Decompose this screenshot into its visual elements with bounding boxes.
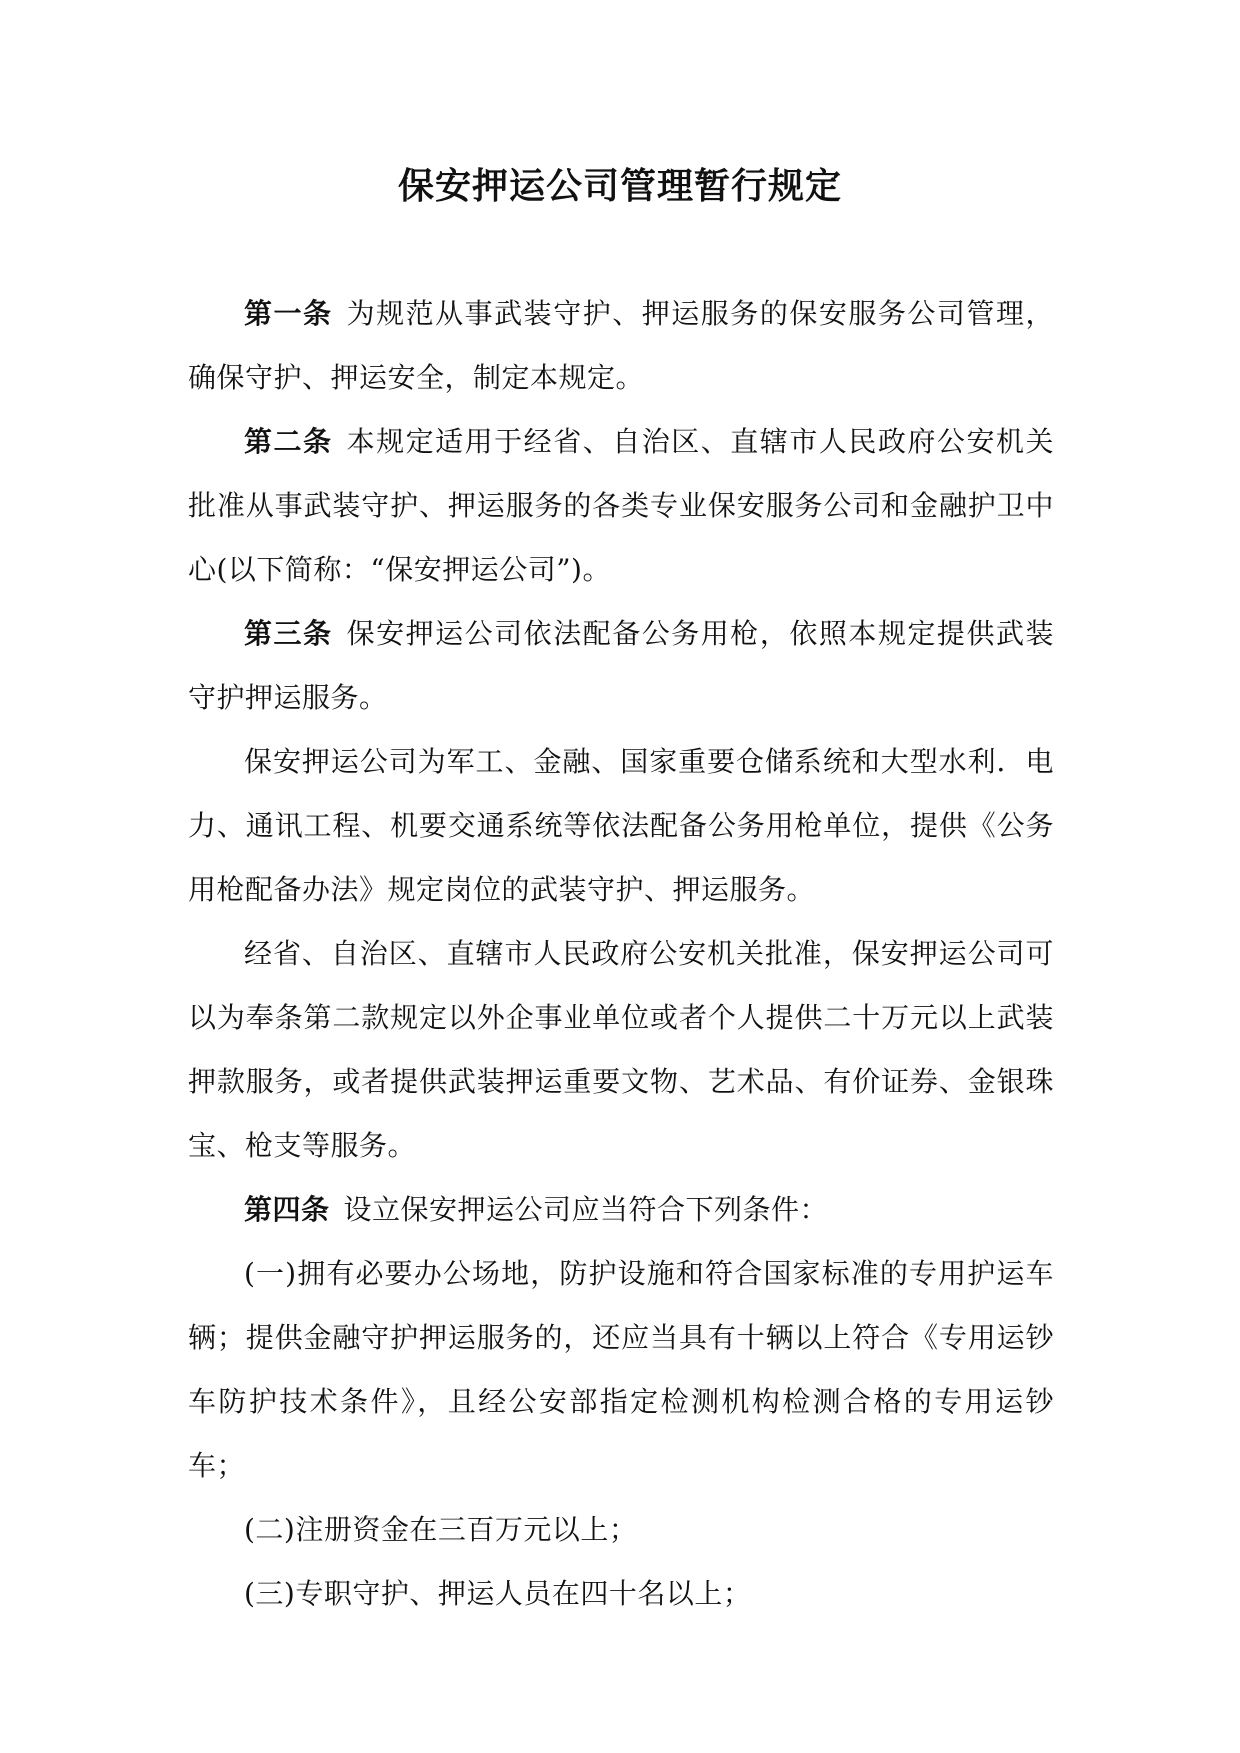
article-heading: 第四条 — [244, 1193, 330, 1226]
article-4-item-3 — [188, 1562, 1054, 1626]
article-3-clause-3 — [188, 922, 1054, 1178]
item-text: (三)专职守护、押运人员在四十名以上； — [244, 1577, 752, 1610]
article-4 — [188, 1178, 1054, 1242]
article-text: 为规范从事武装守护、押运服务的保安服务公司管理，确保守护、押运安全，制定本规定。 — [188, 297, 1054, 394]
article-2 — [188, 410, 1054, 602]
article-heading: 第一条 — [244, 297, 333, 330]
document-body — [188, 282, 1054, 1626]
article-text: 本规定适用于经省、自治区、直辖市人民政府公安机关批准从事武装守护、押运服务的各类专业保安服务公司和金融护卫中心(以下简称：“保安押运公司”)。 — [188, 425, 1054, 586]
item-text: (一)拥有必要办公场地，防护设施和符合国家标准的专用护运车辆；提供金融守护押运服务的，还应当具有十辆以上符合《专用运钞车防护技术条件》，且经公安部指定检测机构检测合格的专用运钞车； — [188, 1257, 1054, 1482]
article-4-item-1 — [188, 1242, 1054, 1498]
article-heading: 第三条 — [244, 617, 333, 650]
item-text: (二)注册资金在三百万元以上； — [244, 1513, 638, 1546]
article-1 — [188, 282, 1054, 410]
document-title: 保安押运公司管理暂行规定 — [397, 166, 842, 207]
clause-text: 经省、自治区、直辖市人民政府公安机关批准，保安押运公司可以为奉条第二款规定以外企事业单位或者个人提供二十万元以上武装押款服务，或者提供武装押运重要文物、艺术品、有价证券、金银珠宝、枪支等服务。 — [188, 937, 1054, 1162]
article-text: 保安押运公司依法配备公务用枪，依照本规定提供武装守护押运服务。 — [188, 617, 1054, 714]
article-4-item-2 — [188, 1498, 1054, 1562]
article-heading: 第二条 — [244, 425, 333, 458]
article-3-clause-2 — [188, 730, 1054, 922]
article-text: 设立保安押运公司应当符合下列条件： — [343, 1193, 829, 1226]
clause-text: 保安押运公司为军工、金融、国家重要仓储系统和大型水利．电力、通讯工程、机要交通系统等依法配备公务用枪单位，提供《公务用枪配备办法》规定岗位的武装守护、押运服务。 — [188, 745, 1054, 906]
article-3 — [188, 602, 1054, 730]
